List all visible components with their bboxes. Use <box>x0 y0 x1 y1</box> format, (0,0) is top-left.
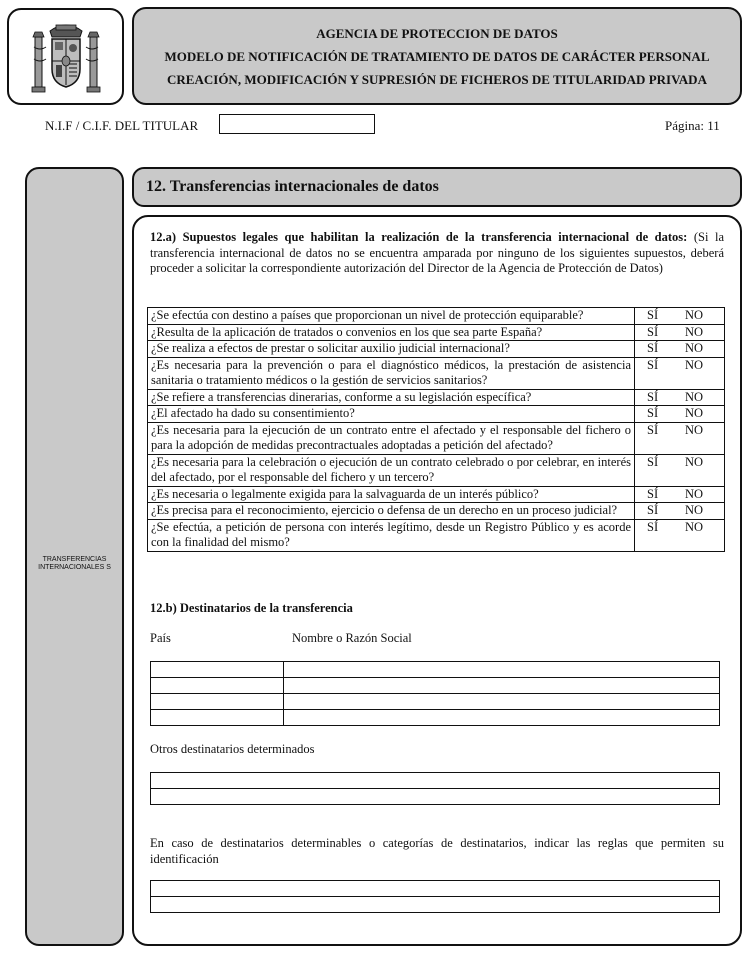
legal-basis-table <box>147 307 725 552</box>
yes-option[interactable]: SÍ <box>647 486 659 501</box>
answer-cell <box>635 406 725 423</box>
yes-option[interactable]: SÍ <box>647 341 659 355</box>
yes-option[interactable]: SÍ <box>647 422 659 437</box>
table-row <box>151 678 720 694</box>
no-option[interactable]: NO <box>685 341 704 355</box>
yes-option[interactable]: SÍ <box>647 357 659 372</box>
rules-label: En caso de destinatarios determinables o categorías de destinatarios, indicar las reglas que permiten su identificación <box>150 836 724 866</box>
answer-cell <box>635 308 725 325</box>
table-row <box>151 789 720 805</box>
coat-of-arms-box <box>7 8 124 105</box>
other-recipients-label: Otros destinatarios determinados <box>150 742 315 756</box>
question-row <box>148 324 725 341</box>
answer-cell <box>635 389 725 406</box>
question-text: ¿Es necesaria para la celebración o ejecución de un contrato celebrado o por celebrar, en interés del afectado, por el responsable del fichero y un tercero? <box>148 454 635 486</box>
nif-label: N.I.F / C.I.F. DEL TITULAR <box>45 118 199 133</box>
no-option[interactable]: NO <box>685 486 704 501</box>
country-cell[interactable] <box>151 662 284 678</box>
agency-header <box>132 7 742 105</box>
answer-cell <box>635 454 725 486</box>
yes-option[interactable]: SÍ <box>647 324 659 339</box>
table-row <box>151 881 720 897</box>
question-row <box>148 308 725 325</box>
question-row <box>148 503 725 520</box>
question-text: ¿Se efectúa, a petición de persona con interés legítimo, desde un Registro Público y es acorde con la finalidad del mismo? <box>148 519 635 551</box>
name-cell[interactable] <box>284 710 720 726</box>
name-cell[interactable] <box>284 678 720 694</box>
question-text: ¿Se realiza a efectos de prestar o solicitar auxilio judicial internacional? <box>148 341 635 358</box>
answer-cell <box>635 519 725 551</box>
question-text: ¿Es necesaria para la prevención o para el diagnóstico médicos, la prestación de asistencia sanitaria o tratamiento médicos o la gestión de servicios sanitarios? <box>148 357 635 389</box>
no-option[interactable]: NO <box>685 519 704 534</box>
table-row <box>151 773 720 789</box>
country-cell[interactable] <box>151 694 284 710</box>
yes-option[interactable]: SÍ <box>647 406 659 420</box>
question-row <box>148 341 725 358</box>
table-row <box>151 710 720 726</box>
form-title: MODELO DE NOTIFICACIÓN DE TRATAMIENTO DE DATOS DE CARÁCTER PERSONAL <box>164 48 710 64</box>
form-subtitle: CREACIÓN, MODIFICACIÓN Y SUPRESIÓN DE FICHEROS DE TITULARIDAD PRIVADA <box>167 71 707 87</box>
answer-cell <box>635 324 725 341</box>
question-text: ¿Resulta de la aplicación de tratados o convenios en los que sea parte España? <box>148 324 635 341</box>
table-row <box>151 897 720 913</box>
answer-cell <box>635 357 725 389</box>
country-cell[interactable] <box>151 678 284 694</box>
answer-cell <box>635 341 725 358</box>
intro-text: (Si la transferencia internacional de datos no se encuentra amparada por ninguno de los siguientes supuestos, deberá proceder a solicitar la correspondiente autorización del Director de la Agencia de Protección de Datos) <box>150 230 725 275</box>
yes-option[interactable]: SÍ <box>647 454 659 469</box>
question-text: ¿El afectado ha dado su consentimiento? <box>148 406 635 423</box>
agency-title: AGENCIA DE PROTECCION DE DATOS <box>316 25 558 41</box>
no-option[interactable]: NO <box>685 389 704 404</box>
section-title: 12. Transferencias internacionales de datos <box>146 178 439 195</box>
question-row <box>148 422 725 454</box>
question-row <box>148 406 725 423</box>
name-cell[interactable] <box>284 694 720 710</box>
recipients-table <box>150 661 720 726</box>
question-row <box>148 486 725 503</box>
question-text: ¿Es necesaria o legalmente exigida para la salvaguarda de un interés público? <box>148 486 635 503</box>
country-column-label: País <box>150 631 171 645</box>
answer-cell <box>635 503 725 520</box>
sidebar-label: TRANSFERENCIAS INTERNACIONALES S <box>38 556 111 571</box>
name-column-label: Nombre o Razón Social <box>292 631 412 645</box>
rules-field[interactable] <box>151 897 720 913</box>
question-text: ¿Es necesaria para la ejecución de un contrato entre el afectado y el responsable del fichero o para la adopción de medidas precontractuales adoptadas a petición del afectado? <box>148 422 635 454</box>
question-text: ¿Se efectúa con destino a países que proporcionan un nivel de protección equiparable? <box>148 308 635 325</box>
answer-cell <box>635 422 725 454</box>
rules-table <box>150 880 720 913</box>
coat-of-arms-icon <box>26 17 106 97</box>
nif-input[interactable] <box>219 114 375 134</box>
question-row <box>148 454 725 486</box>
yes-option[interactable]: SÍ <box>647 308 659 322</box>
no-option[interactable]: NO <box>685 454 704 469</box>
question-text: ¿Se refiere a transferencias dinerarias, conforme a su legislación específica? <box>148 389 635 406</box>
section-header <box>132 167 742 207</box>
country-cell[interactable] <box>151 710 284 726</box>
other-recipient-field[interactable] <box>151 789 720 805</box>
yes-option[interactable]: SÍ <box>647 389 659 404</box>
no-option[interactable]: NO <box>685 308 704 322</box>
no-option[interactable]: NO <box>685 406 704 420</box>
recipients-heading: 12.b) Destinatarios de la transferencia <box>150 601 353 615</box>
rules-field[interactable] <box>151 881 720 897</box>
no-option[interactable]: NO <box>685 357 704 372</box>
no-option[interactable]: NO <box>685 422 704 437</box>
no-option[interactable]: NO <box>685 503 704 517</box>
intro-paragraph <box>150 230 724 277</box>
other-recipients-table <box>150 772 720 805</box>
no-option[interactable]: NO <box>685 324 704 339</box>
other-recipient-field[interactable] <box>151 773 720 789</box>
page-number: Página: 11 <box>665 118 720 133</box>
answer-cell <box>635 486 725 503</box>
intro-heading: 12.a) Supuestos legales que habilitan la realización de la transferencia internacional de datos: <box>150 230 688 244</box>
yes-option[interactable]: SÍ <box>647 503 659 517</box>
question-row <box>148 519 725 551</box>
question-row <box>148 389 725 406</box>
sidebar-panel <box>25 167 124 946</box>
table-row <box>151 694 720 710</box>
table-row <box>151 662 720 678</box>
name-cell[interactable] <box>284 662 720 678</box>
question-row <box>148 357 725 389</box>
question-text: ¿Es precisa para el reconocimiento, ejercicio o defensa de un derecho en un proceso judicial? <box>148 503 635 520</box>
yes-option[interactable]: SÍ <box>647 519 659 534</box>
